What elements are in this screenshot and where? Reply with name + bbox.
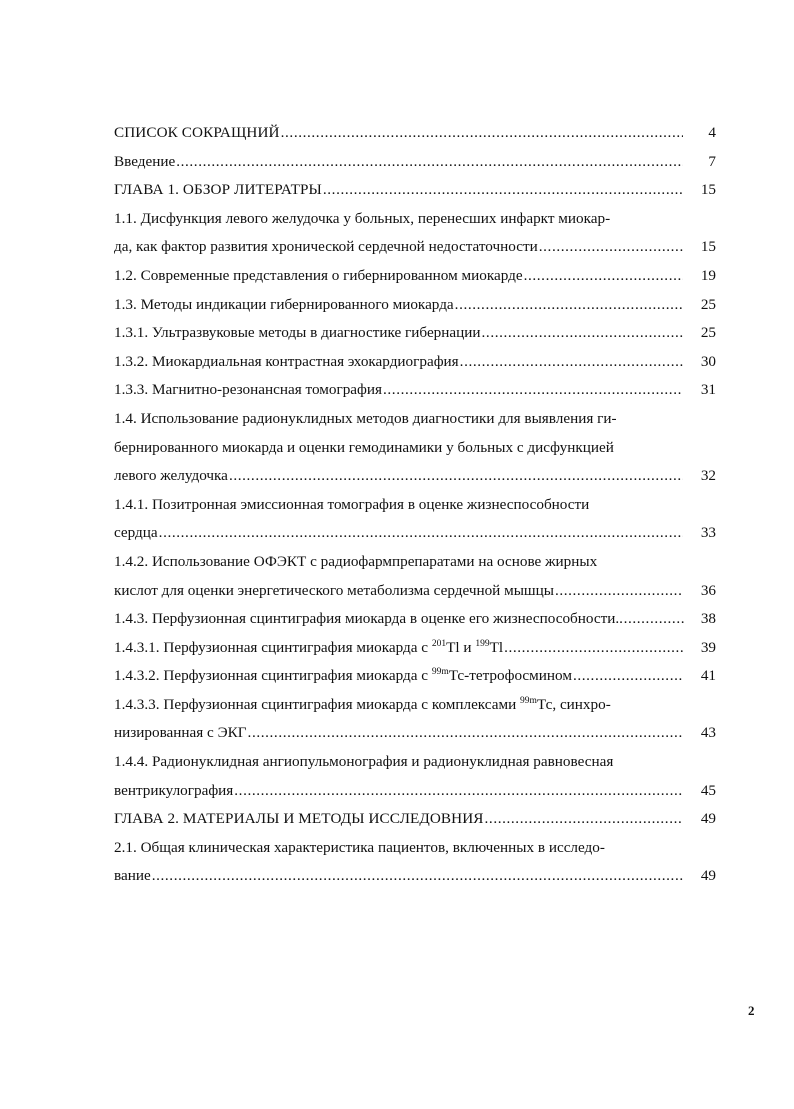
dot-leader: [482, 319, 683, 348]
toc-entry-title-line: 2.1. Общая клиническая характеристика пациентов, включенных в исследо-: [114, 838, 605, 856]
title-text: Тс, синхро-: [536, 695, 611, 713]
toc-page-number: 31: [700, 381, 716, 399]
toc-entry-title-line: кислот для оценки энергетического метаболизма сердечной мышцы: [114, 581, 554, 599]
toc-entry-title-line: вентрикулография: [114, 781, 234, 799]
dot-leader: [539, 233, 683, 262]
toc-page-number: 4: [708, 124, 716, 141]
toc-entry-1-3: [114, 291, 716, 320]
toc-entry-title-line: 1.4.1. Позитронная эмиссионная томография в оценке жизнеспособности: [114, 495, 590, 513]
dot-leader: [619, 605, 686, 634]
toc-entry-title: [114, 662, 572, 691]
toc-entry-abbreviations: [114, 119, 716, 148]
dot-leader: [573, 662, 683, 691]
dot-leader: [234, 777, 683, 806]
toc-entry-title-line: 1.4. Использование радионуклидных методов диагностики для выявления ги-: [114, 409, 617, 427]
dot-leader: [455, 291, 683, 320]
toc-entry-2-1: [114, 834, 716, 891]
toc-page-number: 38: [700, 610, 716, 628]
toc-entry-title-line: низированная с ЭКГ: [114, 724, 247, 742]
title-text: Tl и: [446, 638, 476, 656]
toc-entry-1-3-1: [114, 319, 716, 348]
toc-entry-title-line: сердца: [114, 524, 158, 542]
toc-page-number: 39: [700, 638, 716, 656]
isotope-mass-number: 99m: [431, 667, 449, 678]
dot-leader: [323, 176, 683, 205]
dot-leader: [504, 634, 683, 663]
toc-entry-chapter-2: [114, 805, 716, 834]
toc-entry-1-4-4: [114, 748, 716, 805]
dot-leader: [460, 348, 683, 377]
isotope-mass-number: 201: [431, 638, 447, 649]
toc-entry-1-4-3-3: [114, 691, 716, 748]
toc-page-number: 25: [700, 324, 716, 342]
toc-entry-1-4: [114, 405, 716, 491]
toc-entry-1-4-3: [114, 605, 716, 634]
toc-page-number: 43: [700, 724, 716, 742]
toc-page-number: 49: [700, 810, 716, 828]
toc-page-number: 19: [700, 266, 716, 284]
toc-entry-title-line: [114, 691, 686, 720]
toc-page-number: 49: [700, 867, 716, 885]
toc-entry-1-3-2: [114, 348, 716, 377]
toc-entry-1-4-2: [114, 548, 716, 605]
dot-leader: [281, 119, 683, 148]
toc-entry-title-line: 1.4.4. Радионуклидная ангиопульмонография и радионуклидная равновесная: [114, 753, 614, 771]
toc-page-number: 15: [700, 181, 716, 199]
toc-entry-title: [114, 634, 503, 663]
toc-entry-1-4-1: [114, 491, 716, 548]
dot-leader: [176, 148, 683, 177]
page-number: 2: [748, 1003, 755, 1018]
toc-entry-title-line: да, как фактор развития хронической сердечной недостаточности: [114, 238, 538, 256]
toc-entry-1-2: [114, 262, 716, 291]
dot-leader: [159, 519, 683, 548]
dot-leader: [383, 376, 683, 405]
toc-page-number: 25: [700, 295, 716, 313]
toc-entry-1-4-3-2: [114, 662, 716, 691]
toc-entry-title: ГЛАВА 1. ОБЗОР ЛИТЕРАТРЫ: [114, 181, 322, 199]
toc-page-number: 30: [700, 352, 716, 370]
toc-entry-1-1: [114, 205, 716, 262]
dot-leader: [485, 805, 683, 834]
toc-entry-title-line: бернированного миокарда и оценки гемодинамики у больных с дисфункцией: [114, 438, 614, 456]
toc-page-number: 41: [700, 667, 716, 685]
dot-leader: [524, 262, 683, 291]
toc-page-number: 36: [700, 581, 716, 599]
title-text: 1.4.3.3. Перфузионная сцинтиграфия миокарда с комплексами: [114, 695, 521, 713]
toc-entry-title-line: вание: [114, 867, 151, 885]
title-text: Tl: [489, 638, 504, 656]
dot-leader: [229, 462, 683, 491]
toc-entry-introduction: [114, 148, 716, 177]
toc-entry-chapter-1: [114, 176, 716, 205]
toc-entry-title: 1.3. Методы индикации гибернированного миокарда: [114, 295, 454, 313]
table-of-contents: [114, 119, 716, 891]
toc-entry-title: 1.3.1. Ультразвуковые методы в диагностике гибернации: [114, 324, 481, 342]
title-text: 1.4.3.2. Перфузионная сцинтиграфия миокарда с: [114, 667, 432, 685]
isotope-mass-number: 199: [475, 638, 490, 649]
toc-entry-title: СПИСОК СОКРАЩНИЙ: [114, 124, 280, 141]
toc-entry-title: Введение: [114, 152, 176, 170]
toc-entry-title: 1.2. Современные представления о гибернированном миокарде: [114, 266, 523, 284]
toc-page-number: 7: [708, 152, 716, 170]
dot-leader: [152, 862, 683, 891]
toc-entry-title-line: 1.4.2. Использование ОФЭКТ с радиофармпрепаратами на основе жирных: [114, 552, 598, 570]
dot-leader: [555, 577, 683, 606]
title-text: Тс-тетрофосмином: [448, 667, 572, 685]
toc-page-number: 32: [700, 467, 716, 485]
title-text: 1.4.3.1. Перфузионная сцинтиграфия миокарда с: [114, 638, 432, 656]
toc-entry-title: 1.3.3. Магнитно-резонансная томография: [114, 381, 382, 399]
toc-entry-1-4-3-1: [114, 634, 716, 663]
toc-entry-title-line: 1.1. Дисфункция левого желудочка у больных, перенесших инфаркт миокар-: [114, 209, 611, 227]
isotope-mass-number: 99m: [520, 695, 537, 706]
toc-entry-1-3-3: [114, 376, 716, 405]
toc-page-number: 15: [700, 238, 716, 256]
toc-entry-title: 1.3.2. Миокардиальная контрастная эхокардиография: [114, 352, 459, 370]
toc-entry-title: 1.4.3. Перфузионная сцинтиграфия миокарда в оценке его жизнеспособности.: [114, 610, 620, 628]
toc-entry-title-line: левого желудочка: [114, 467, 228, 485]
toc-page-number: 33: [700, 524, 716, 542]
toc-page-number: 45: [700, 781, 716, 799]
dot-leader: [248, 719, 683, 748]
toc-entry-title: ГЛАВА 2. МАТЕРИАЛЫ И МЕТОДЫ ИССЛЕДОВНИЯ: [114, 810, 484, 828]
